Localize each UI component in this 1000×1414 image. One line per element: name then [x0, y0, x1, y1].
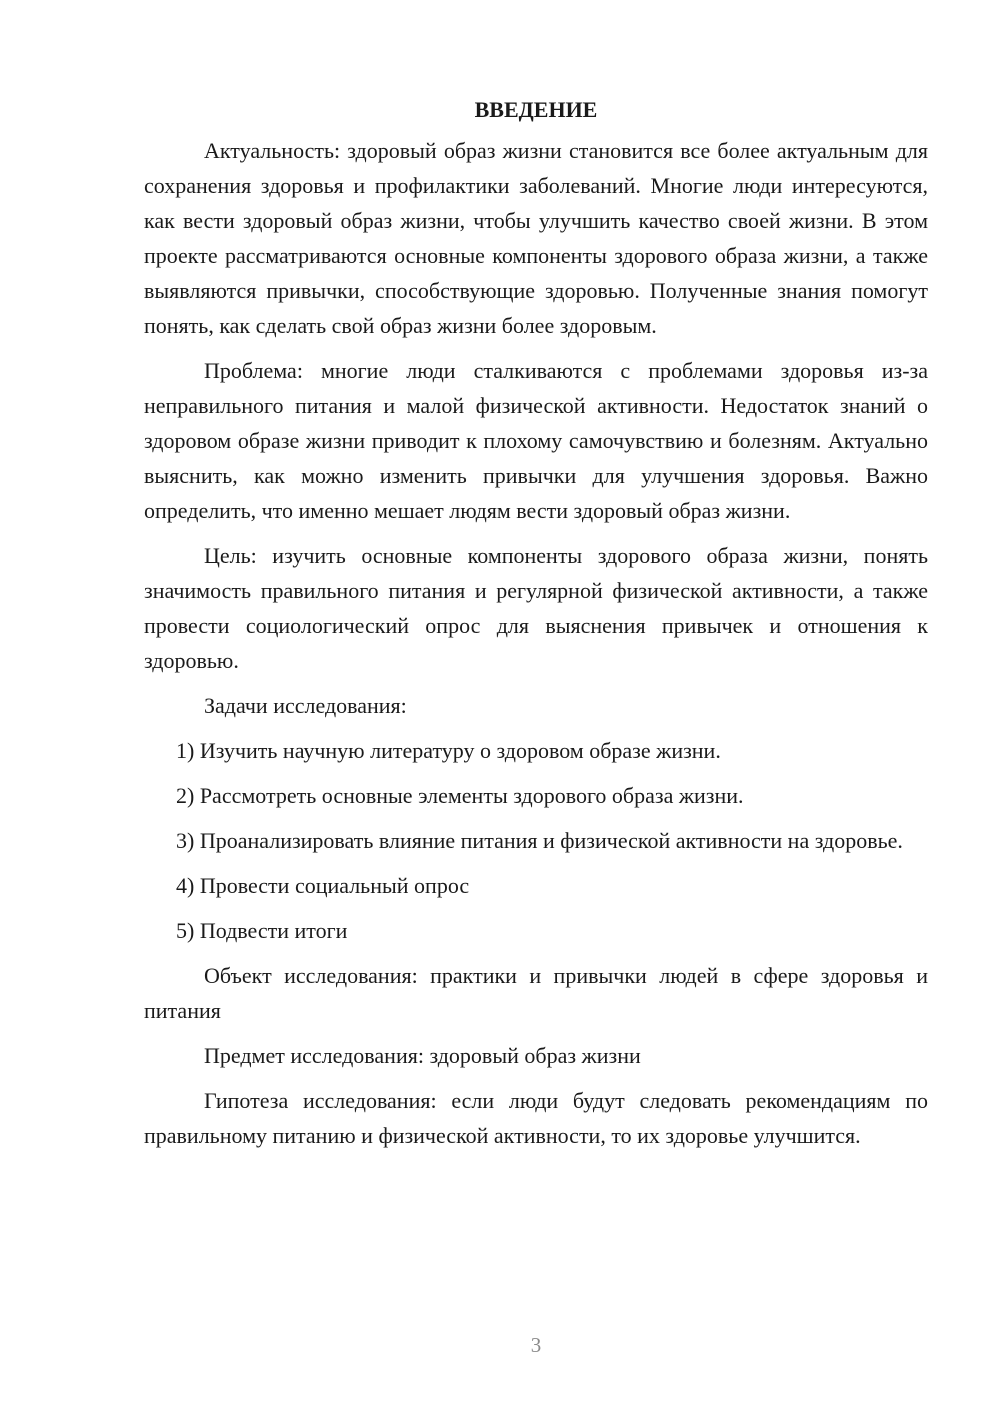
hypothesis-paragraph: Гипотеза исследования: если люди будут следовать рекомендациям по правильному питанию и физической активности, то их здоровье улучшится. — [144, 1088, 928, 1148]
page-title: ВВЕДЕНИЕ — [474, 97, 598, 122]
task-item-3: 3) Проанализировать влияние питания и физической активности на здоровье. — [176, 828, 903, 853]
task-item-5: 5) Подвести итоги — [176, 918, 348, 943]
tasks-heading: Задачи исследования: — [204, 693, 407, 718]
relevance-paragraph: Актуальность: здоровый образ жизни становится все более актуальным для сохранения здоровья и профилактики заболеваний. Многие люди интересуются, как вести здоровый образ жизни, чтобы улучшить качество своей жизни. В этом проекте рассматриваются основные компоненты здорового образа жизни, а также выявляются привычки, способствующие здоровью. Полученные знания помогут понять, как сделать свой образ жизни более здоровым. — [144, 138, 928, 338]
task-item-4: 4) Провести социальный опрос — [176, 873, 470, 898]
task-item-1: 1) Изучить научную литературу о здоровом образе жизни. — [176, 738, 721, 763]
page-content — [144, 92, 928, 1163]
problem-paragraph: Проблема: многие люди сталкиваются с проблемами здоровья из-за неправильного питания и малой физической активности. Недостаток знаний о здоровом образе жизни приводит к плохому самочувствию и болезням. Актуально выяснить, как можно изменить привычки для улучшения здоровья. Важно определить, что именно мешает людям вести здоровый образ жизни. — [144, 358, 928, 523]
subject-paragraph: Предмет исследования: здоровый образ жизни — [204, 1043, 641, 1068]
page-number: 3 — [530, 1333, 542, 1357]
goal-paragraph: Цель: изучить основные компоненты здорового образа жизни, понять значимость правильного питания и регулярной физической активности, а также провести социологический опрос для выяснения привычек и отношения к здоровью. — [144, 543, 928, 673]
task-item-2: 2) Рассмотреть основные элементы здорового образа жизни. — [176, 783, 744, 808]
object-paragraph: Объект исследования: практики и привычки людей в сфере здоровья и питания — [144, 963, 928, 1023]
